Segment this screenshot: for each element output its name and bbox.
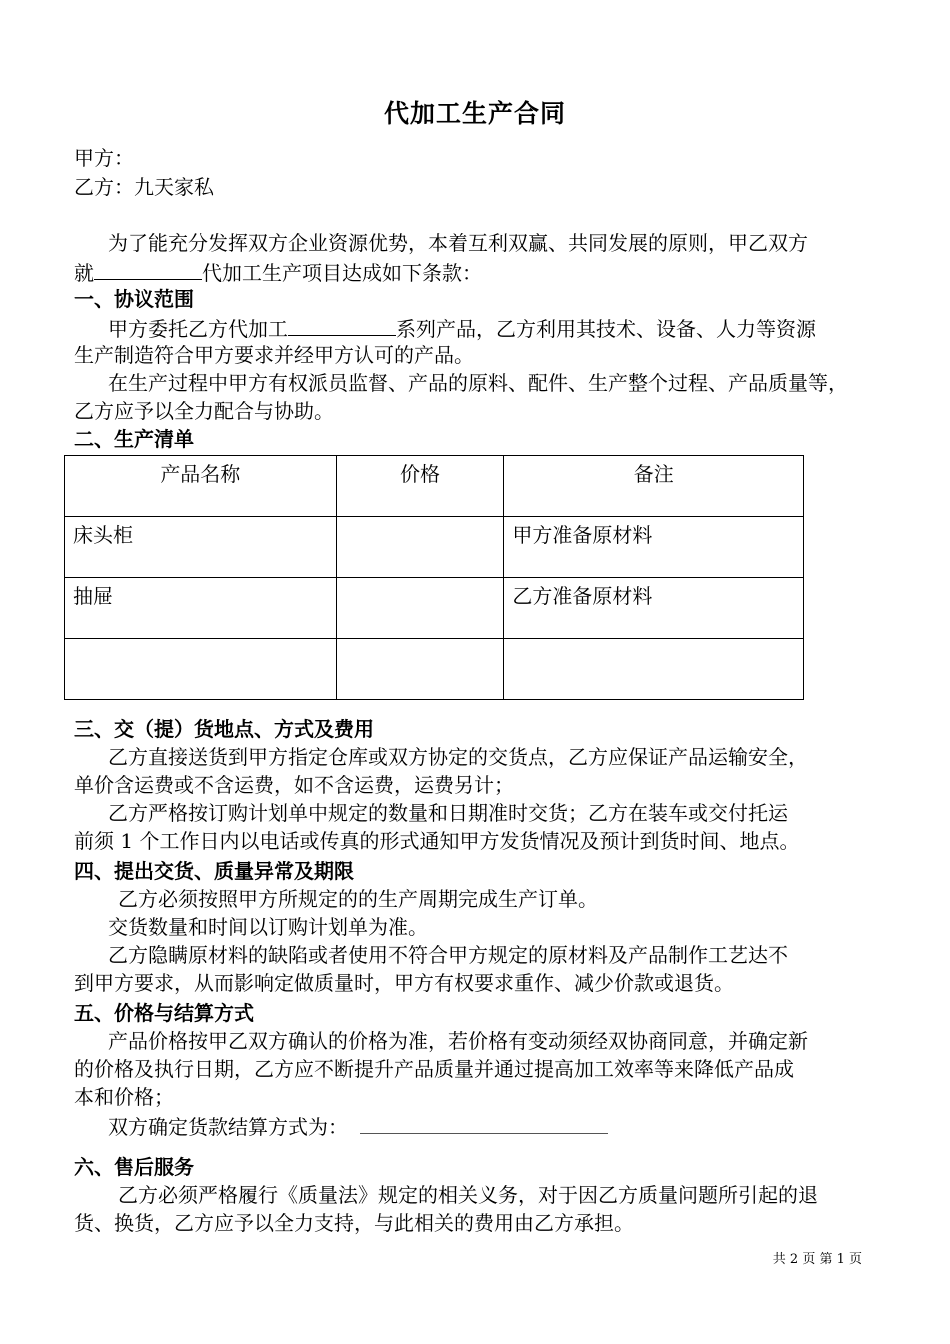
header-product-name: 产品名称 — [65, 456, 337, 517]
header-price: 价格 — [336, 456, 504, 517]
header-remark: 备注 — [504, 456, 804, 517]
section-3-line-1: 乙方直接送货到甲方指定仓库或双方协定的交货点，乙方应保证产品运输安全， — [108, 745, 808, 769]
section-5-line-2: 的价格及执行日期，乙方应不断提升产品质量并通过提高加工效率等来降低产品成 — [74, 1057, 794, 1081]
section-2-heading: 二、生产清单 — [74, 427, 194, 451]
cell-product-name: 抽屉 — [65, 578, 337, 639]
product-series-blank[interactable] — [288, 313, 396, 336]
cell-price — [336, 639, 504, 700]
cell-remark — [504, 639, 804, 700]
section-1-line-4: 乙方应予以全力配合与协助。 — [74, 399, 334, 423]
section-6-line-1: 乙方必须严格履行《质量法》规定的相关义务，对于因乙方质量问题所引起的退 — [118, 1183, 818, 1207]
cell-product-name: 床头柜 — [65, 517, 337, 578]
document-title: 代加工生产合同 — [383, 99, 566, 128]
intro-line-2 — [74, 257, 482, 287]
section-1-line-3: 在生产过程中甲方有权派员监督、产品的原料、配件、生产整个过程、产品质量等， — [108, 371, 848, 395]
section-4-line-4: 到甲方要求，从而影响定做质量时，甲方有权要求重作、减少价款或退货。 — [74, 971, 734, 995]
section-6-line-2: 货、换货，乙方应予以全力支持，与此相关的费用由乙方承担。 — [74, 1211, 634, 1235]
section-1-heading: 一、协议范围 — [74, 287, 194, 311]
page-number: 共 2 页 第 1 页 — [772, 1252, 862, 1267]
sec1-suffix: 系列产品，乙方利用其技术、设备、人力等资源 — [396, 317, 816, 341]
intro-line-1: 为了能充分发挥双方企业资源优势，本着互利双赢、共同发展的原则，甲乙双方 — [108, 231, 808, 255]
section-5-line-1: 产品价格按甲乙双方确认的价格为准，若价格有变动须经双协商同意，并确定新 — [108, 1029, 808, 1053]
section-5-line-4 — [108, 1111, 608, 1141]
section-3-line-3: 乙方严格按订购计划单中规定的数量和日期准时交货；乙方在装车或交付托运 — [108, 801, 788, 825]
cell-price — [336, 517, 504, 578]
section-4-heading: 四、提出交货、质量异常及期限 — [74, 859, 354, 883]
section-1-line-1 — [108, 313, 816, 343]
settlement-label: 双方确定货款结算方式为： — [108, 1115, 348, 1139]
section-1-line-2: 生产制造符合甲方要求并经甲方认可的产品。 — [74, 343, 474, 367]
intro-suffix: 代加工生产项目达成如下条款： — [202, 261, 482, 285]
section-3-line-2: 单价含运费或不含运费，如不含运费，运费另计； — [74, 773, 514, 797]
cell-remark: 乙方准备原材料 — [504, 578, 804, 639]
sec1-prefix: 甲方委托乙方代加工 — [108, 317, 288, 341]
section-4-line-1: 乙方必须按照甲方所规定的的生产周期完成生产订单。 — [118, 887, 598, 911]
table-row — [65, 517, 804, 578]
party-b-line: 乙方：九天家私 — [74, 175, 214, 199]
production-list-table — [64, 455, 804, 700]
section-6-heading: 六、售后服务 — [74, 1155, 194, 1179]
settlement-method-blank[interactable] — [360, 1111, 608, 1134]
cell-product-name — [65, 639, 337, 700]
section-4-line-2: 交货数量和时间以订购计划单为准。 — [108, 915, 428, 939]
section-5-heading: 五、价格与结算方式 — [74, 1001, 254, 1025]
cell-remark: 甲方准备原材料 — [504, 517, 804, 578]
section-3-heading: 三、交（提）货地点、方式及费用 — [74, 717, 374, 741]
table-row — [65, 578, 804, 639]
table-header-row — [65, 456, 804, 517]
table-row — [65, 639, 804, 700]
project-name-blank[interactable] — [94, 257, 202, 280]
party-a-line: 甲方： — [74, 146, 134, 170]
intro-prefix: 就 — [74, 261, 94, 285]
section-4-line-3: 乙方隐瞒原材料的缺陷或者使用不符合甲方规定的原材料及产品制作工艺达不 — [108, 943, 788, 967]
section-5-line-3: 本和价格； — [74, 1085, 174, 1109]
section-3-line-4: 前须 1 个工作日内以电话或传真的形式通知甲方发货情况及预计到货时间、地点。 — [74, 829, 800, 853]
cell-price — [336, 578, 504, 639]
